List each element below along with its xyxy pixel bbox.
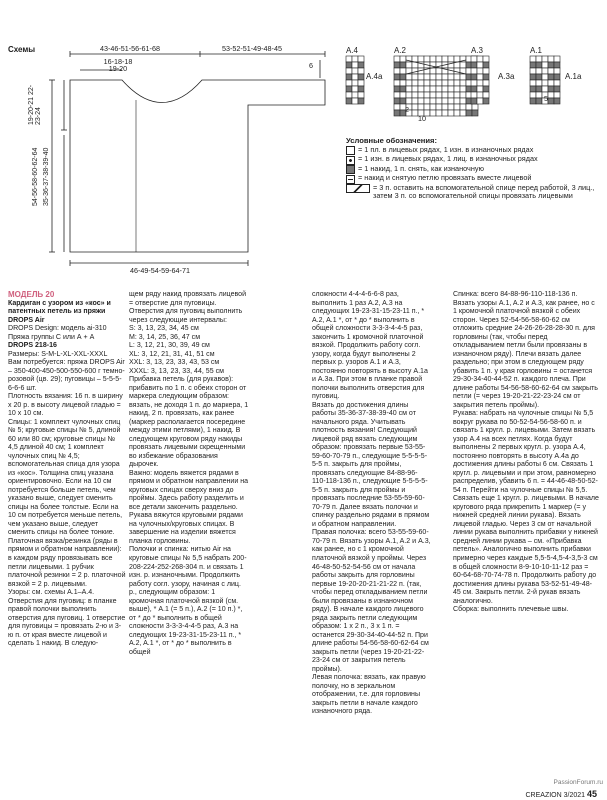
- chart-cell: [442, 110, 448, 116]
- chart-cell: [400, 56, 406, 62]
- chart-cell: [471, 62, 477, 68]
- chart-cell: [548, 86, 554, 92]
- chart-cell: [548, 98, 554, 104]
- chart-cell: [436, 98, 442, 104]
- chart-cell: [477, 98, 483, 104]
- chart-cell: [430, 56, 436, 62]
- chart-cell: [460, 74, 466, 80]
- chart-cell: [448, 110, 454, 116]
- chart-cell: [406, 92, 412, 98]
- paragraph: Связать еще 1 кругл. р. лицевыми. В начале кругового ряда прикрепить 1 маркер (= у нижней средней линии рукава). Вязать лицевой гладью. Через 3 см от начальной линии рукава выполнить прибавки у нижней средней линии рукава – см. «Прибавка петель». Аналогично выполнить прибавки примерно через каждые 5,5-5-4,5-4-3,5-3 см в общей сложности 8-9-10-10-11-12 раз = 60-64-68-70-74-78 п. Продолжить работу до достижения длины рукава 53-52-51-49-48-45 см. Закрыть петли. 2-й рукав вязать аналогично.: [453, 495, 599, 605]
- chart-cell: [536, 56, 542, 62]
- chart-cell: [477, 62, 483, 68]
- chart-cell: [400, 98, 406, 104]
- paragraph: Платочная вязка/резинка (ряды в прямом и обратном направлении): в каждом ряду провязывать все петли лицевыми. 1 рубчик платочной резинки = 2 р. платочной вязкой = 2 р. лицевыми.: [8, 537, 126, 588]
- chart-a2-foot2: 2: [405, 105, 409, 114]
- chart-cell: [394, 68, 400, 74]
- chart-cell: [554, 62, 560, 68]
- chart-cell: [536, 74, 542, 80]
- chart-cell: [424, 98, 430, 104]
- paragraph: Полочки и спинка: нитью Air на круговые спицы № 5,5 набрать 200-208-224-252-268-304 п. и связать 1 изн. р. изнаночными. Продолжить работу согл. узору, начиная с лиц. р., следующим образом: 1 кромочная платочной вязкой (см. выше), * A.1 (= 5 п.), A.2 (= 10 п.) *, от * до * выполнить в общей сложности 3-3-3-4-4-5 раз, A.3 на следующих 19-23-31-15-23-11 п., * A.2, A.1 *, от * до * выполнить в общей: [129, 546, 247, 656]
- chart-a3: [471, 56, 489, 104]
- chart-cell: [442, 74, 448, 80]
- chart-cell: [536, 98, 542, 104]
- paragraph: Вязать до достижения длины работы 35-36-37-38-39-40 см от начального ряда. Учитывать плотность вязания! Следующий лицевой ряд вязать следующим образом: провязать первые 53-55-59-60-70-79 п., следующие 5-5-5-5-5-5 п. закрыть для проймы, провязать следующие 84-88-96-110-118-136 п., следующие 5-5-5-5-5-5 п. закрыть для проймы и провязать последние 53-55-59-60-70-79 п. Далее вязать полочки и спинку раздельно рядами в прямом и обратном направлении.: [312, 401, 430, 528]
- paragraph: L: 3, 12, 21, 30, 39, 49 см: [129, 342, 210, 350]
- paragraph: сложности 4-4-4-6-6-8 раз, выполнить 1 раз A.2, A.3 на следующих 19-23-31-15-23-11 п., * A.2, A.1 *, от * до * выполнить в общей сложности 3-3-3-4-4-5 раз, закончить 1 кромочной платочной вязкой. Продолжить работу согл. узору, когда будут выполнены 2 первых р. узоров A.1 и A.3, постоянно повторять в высоту A.1a и A.3a. При этом в планке правой полочки выполнить отверстия для пуговиц.: [312, 291, 428, 401]
- legend-item-cable: = 3 п. оставить на вспомогательной спице перед работой, 3 лиц., затем 3 п. со вспомогательной спицы провязать лицевыми: [346, 184, 601, 201]
- chart-cell: [554, 74, 560, 80]
- chart-cell: [471, 98, 477, 104]
- chart-cell: [418, 98, 424, 104]
- chart-cell: [442, 104, 448, 110]
- chart-cell: [448, 98, 454, 104]
- schema-title: Схемы: [8, 45, 36, 54]
- chart-cell: [418, 92, 424, 98]
- chart-cell: [536, 92, 542, 98]
- sleeve-width-label: 53-52-51-49-48-45: [222, 44, 282, 53]
- chart-cell: [394, 92, 400, 98]
- chart-cell: [412, 98, 418, 104]
- chart-cell: [460, 110, 466, 116]
- sleeve-depth-label: 6: [309, 61, 313, 70]
- chart-cell: [352, 80, 358, 86]
- chart-cell: [548, 68, 554, 74]
- chart-cell: [530, 98, 536, 104]
- top-width-label: 43-46-51-56-61-68: [100, 44, 160, 53]
- chart-a1-name: A.1: [530, 46, 543, 55]
- chart-cell: [412, 92, 418, 98]
- chart-cell: [442, 92, 448, 98]
- chart-cell: [352, 86, 358, 92]
- chart-cell: [352, 98, 358, 104]
- chart-cell: [358, 98, 364, 104]
- chart-cell: [460, 86, 466, 92]
- chart-cell: [346, 74, 352, 80]
- text-column-1: [8, 291, 126, 649]
- chart-cell: [352, 56, 358, 62]
- chart-cell: [358, 56, 364, 62]
- paragraph: Отверстия для пуговиц: в планке правой полочки выполнить отверстия для пуговиц. 1 отверстие для пуговицы = провязать 2-ю и 3-ю п. от края вместе лицевой и сделать 1 накид. В следую-: [8, 597, 126, 648]
- chart-cell: [430, 68, 436, 74]
- chart-cell: [358, 86, 364, 92]
- paragraph: Спинка: всего 84-88-96-110-118-136 п. Вязать узоры A.1, A.2 и A.3, как ранее, но с 1 кромочной платочной вязкой с обеих сторон. Через 52-54-56-58-60-62 см отложить средние 24-26-26-28-28-30 п. для горловины (так, чтобы перед откладыванием петли были провязаны в изнаночном ряду). Плечи вязать далее раздельно; при этом в следующем ряду убавить 1 п. у края горловины = останется 29-30-34-40-44-52 п. каждого плеча. При длине работы 54-56-58-60-62-64 см закрыть петли (= через 19-20-21-22-23-24 см от закрытия петель проймы).: [453, 291, 598, 409]
- paragraph: Правая полочка: всего 53-55-59-60-70-79 п. Вязать узоры A.1, A.2 и A.3, как ранее, но с 1 кромочной платочной вязкой у проймы. Через 46-48-50-52-54-56 см от начала работы закрыть для горловины первые 19-20-20-21-21-22 п. (так, чтобы перед откладыванием петли были провязаны в изнаночном ряду). В начале каждого лицевого ряда закрыть петли следующим образом: 1 х 2 п., 3 х 1 п. = останется 29-30-34-40-44-52 п. При длине работы 54-56-58-60-62-64 см закрыть петли (через 19-20-21-22-23-24 см от закрытия петель проймы).: [312, 529, 431, 673]
- chart-cell: [346, 92, 352, 98]
- chart-cell: [548, 56, 554, 62]
- chart-cell: [394, 104, 400, 110]
- neck-width-label: 16-18-18 19-20: [103, 57, 133, 74]
- total-length-label: 54-56-58-60-62-64: [32, 147, 39, 206]
- bottom-width-label: 46-49-54-59-64-71: [130, 266, 190, 275]
- chart-cell: [477, 86, 483, 92]
- chart-cell: [400, 92, 406, 98]
- paragraph: XXXL: 3, 13, 23, 33, 44, 55 см: [129, 367, 224, 375]
- chart-cell: [477, 56, 483, 62]
- magazine-name: CREAZION 3/2021: [525, 792, 586, 799]
- chart-cell: [400, 68, 406, 74]
- chart-cell: [418, 104, 424, 110]
- chart-cell: [477, 68, 483, 74]
- paragraph: XXL: 3, 13, 23, 33, 43, 53 см: [129, 359, 220, 367]
- chart-cell: [472, 110, 478, 116]
- legend-item-knit-together: = накид и снятую петлю провязать вместе лицевой: [346, 174, 601, 184]
- chart-cell: [424, 56, 430, 62]
- chart-cell: [530, 68, 536, 74]
- chart-cell: [454, 92, 460, 98]
- paragraph: Сборка: выполнить плечевые швы.: [453, 606, 569, 614]
- chart-cell: [436, 80, 442, 86]
- paragraph: Вам потребуется: пряжа DROPS Air – 350-400-450-500-550-600 г темно-розовой (цв. 29); пуговицы – 5-5-5-6-6-6 шт.: [8, 359, 125, 392]
- chart-cell: [548, 62, 554, 68]
- chart-cell: [442, 80, 448, 86]
- chart-cell: [436, 104, 442, 110]
- chart-cell: [454, 74, 460, 80]
- chart-cell: [460, 104, 466, 110]
- chart-a1-foot: 5: [544, 94, 548, 103]
- chart-cell: [358, 74, 364, 80]
- chart-cell: [554, 92, 560, 98]
- chart-cell: [460, 62, 466, 68]
- chart-cell: [548, 80, 554, 86]
- chart-cell: [530, 62, 536, 68]
- chart-cell: [436, 86, 442, 92]
- chart-cell: [406, 86, 412, 92]
- chart-cell: [483, 92, 489, 98]
- text-column-3: [312, 291, 431, 717]
- chart-cell: [448, 74, 454, 80]
- chart-cell: [346, 98, 352, 104]
- yoke-height-label: 19-20-21 22-23-24: [28, 84, 42, 125]
- chart-cell: [346, 68, 352, 74]
- chart-cell: [448, 80, 454, 86]
- page-number: 45: [586, 789, 597, 799]
- chart-cell: [358, 80, 364, 86]
- chart-cell: [400, 62, 406, 68]
- chart-a2-foot: 10: [418, 114, 426, 123]
- chart-cell: [430, 98, 436, 104]
- chart-cell: [448, 104, 454, 110]
- chart-a2-name: A.2: [394, 46, 407, 55]
- chart-cell: [436, 68, 442, 74]
- chart-cell: [530, 92, 536, 98]
- chart-cell: [352, 74, 358, 80]
- text-column-4: [453, 291, 599, 615]
- purl-symbol-icon: [346, 156, 355, 165]
- knit-together-icon: [346, 175, 355, 184]
- chart-cell: [542, 62, 548, 68]
- chart-cell: [536, 80, 542, 86]
- chart-cell: [536, 86, 542, 92]
- chart-cell: [454, 110, 460, 116]
- chart-cell: [483, 62, 489, 68]
- chart-cell: [542, 80, 548, 86]
- chart-cell: [542, 74, 548, 80]
- chart-cell: [477, 74, 483, 80]
- chart-cell: [548, 92, 554, 98]
- chart-cell: [394, 74, 400, 80]
- chart-cell: [430, 86, 436, 92]
- chart-cell: [352, 92, 358, 98]
- chart-cell: [454, 86, 460, 92]
- chart-cell: [346, 62, 352, 68]
- chart-cell: [346, 86, 352, 92]
- chart-cell: [412, 80, 418, 86]
- chart-cell: [406, 62, 412, 68]
- chart-cell: [400, 86, 406, 92]
- chart-cell: [394, 62, 400, 68]
- chart-cell: [424, 92, 430, 98]
- chart-cell: [536, 68, 542, 74]
- chart-cell: [424, 104, 430, 110]
- chart-cell: [400, 80, 406, 86]
- chart-a4: [346, 56, 364, 104]
- chart-cell: [394, 98, 400, 104]
- paragraph: Важно: модель вяжется рядами в прямом и обратном направлении на круговых спицах сверху вниз до проймы. Здесь работу разделить и все детали закончить раздельно. Рукава вяжутся круговыми рядами на чулочных/круговых спицах. В завершение на изделии вяжется планка горловины.: [129, 469, 249, 545]
- paragraph: Рукава: набрать на чулочные спицы № 5,5 вокруг рукава по 50-52-54-56-58-60 п. и связать 1 кругл. р. лицевыми. Затем вязать узор A.4 на всех петлях. Когда будут выполнены 2 первых кругл. р. узора A.4, постоянно повторять в высоту A.4a до достижения длины работы 6 см. Связать 1 кругл. р. лицевыми и при этом, равномерно распределив, убавить 6 п. = 44-46-48-50-52-54 п. Перейти на чулочные спицы № 5,5.: [453, 410, 598, 494]
- chart-cell: [394, 110, 400, 116]
- paragraph: XL: 3, 12, 21, 31, 41, 51 см: [129, 350, 215, 358]
- chart-cell: [418, 74, 424, 80]
- chart-cell: [394, 86, 400, 92]
- chart-cell: [472, 104, 478, 110]
- chart-cell: [406, 98, 412, 104]
- chart-a4-name: A.4: [346, 46, 359, 55]
- chart-cell: [460, 80, 466, 86]
- chart-cell: [346, 56, 352, 62]
- chart-cell: [471, 56, 477, 62]
- chart-cell: [542, 56, 548, 62]
- chart-cell: [430, 92, 436, 98]
- chart-cell: [424, 74, 430, 80]
- chart-cell: [412, 86, 418, 92]
- chart-cell: [406, 80, 412, 86]
- chart-cell: [418, 80, 424, 86]
- chart-cell: [358, 92, 364, 98]
- chart-cell: [477, 80, 483, 86]
- paragraph: Кардиган с узором из «кос» и патентных петель из пряжи DROPS Air: [8, 299, 111, 324]
- chart-cell: [412, 74, 418, 80]
- chart-cell: [442, 98, 448, 104]
- chart-cell: [483, 56, 489, 62]
- chart-a3-name: A.3: [471, 46, 484, 55]
- chart-cell: [542, 68, 548, 74]
- paragraph: МОДЕЛЬ 20: [8, 290, 55, 299]
- chart-cell: [554, 80, 560, 86]
- chart-cell: [460, 92, 466, 98]
- chart-cell: [424, 80, 430, 86]
- paragraph: Плотность вязания: 16 п. в ширину х 20 р. в высоту лицевой гладью = 10 х 10 см.: [8, 393, 123, 418]
- cable-symbol-icon: [346, 184, 370, 193]
- chart-cell: [554, 86, 560, 92]
- chart-cell: [400, 74, 406, 80]
- chart-cell: [436, 56, 442, 62]
- chart-cell: [483, 74, 489, 80]
- chart-cell: [554, 68, 560, 74]
- chart-cell: [412, 56, 418, 62]
- chart-cell: [358, 68, 364, 74]
- chart-cell: [418, 56, 424, 62]
- yarnover-slip-icon: [346, 165, 355, 174]
- chart-cell: [554, 56, 560, 62]
- chart-cell: [483, 68, 489, 74]
- chart-cell: [477, 92, 483, 98]
- chart-cell: [436, 74, 442, 80]
- watermark-site: PassionForum.ru: [553, 779, 603, 786]
- chart-cell: [530, 86, 536, 92]
- paragraph: Спицы: 1 комплект чулочных спиц № 5; круговые спицы № 5, длиной 60 или 80 см; круговые спицы № 4,5 длиной 40 см; 1 комплект чулочных спиц № 4,5; вспомогательная спица для узора из «кос». Толщина спиц указана ориентировочно. Если на 10 см потребуется больше петель, чем указано выше, следует сменить спицы на более толстые. Если на 10 см потребуется меньше петель, чем указано выше, следует сменить спицы на более тонкие.: [8, 418, 123, 537]
- legend: [346, 137, 601, 201]
- paragraph: M: 3, 14, 25, 36, 47 см: [129, 333, 201, 341]
- chart-cell: [554, 98, 560, 104]
- chart-cell: [460, 98, 466, 104]
- paragraph: S: 3, 13, 23, 34, 45 см: [129, 325, 199, 333]
- chart-cell: [358, 62, 364, 68]
- chart-cell: [442, 56, 448, 62]
- chart-cell: [352, 68, 358, 74]
- paragraph: Размеры: S-M-L-XL-XXL-XXXL: [8, 350, 108, 358]
- chart-cell: [442, 86, 448, 92]
- chart-a1a-label: A.1a: [565, 72, 582, 81]
- chart-cell: [394, 56, 400, 62]
- chart-cell: [530, 74, 536, 80]
- chart-cell: [424, 86, 430, 92]
- chart-cell: [430, 110, 436, 116]
- text-column-2: [129, 291, 249, 657]
- chart-cell: [448, 86, 454, 92]
- chart-cell: [454, 104, 460, 110]
- chart-cell: [436, 92, 442, 98]
- paragraph: щем ряду накид провязать лицевой = отверстие для пуговицы. Отверстия для пуговиц выполнить через следующие интервалы:: [129, 291, 247, 324]
- chart-cell: [471, 92, 477, 98]
- legend-item-knit: = 1 пл. в лицевых рядах, 1 изн. в изнаночных рядах: [346, 146, 601, 156]
- paragraph: DROPS Design: модель ai-310 Пряжа группы С или А + А: [8, 325, 107, 341]
- chart-cell: [346, 80, 352, 86]
- paragraph: Левая полочка: вязать, как правую полочку, но в зеркальном отображении, т.е. для горловины закрыть петли в начале каждого изнаночного ряда.: [312, 674, 426, 716]
- chart-cell: [483, 86, 489, 92]
- chart-cell: [448, 56, 454, 62]
- legend-title: Условные обозначения:: [346, 136, 438, 145]
- chart-cell: [454, 56, 460, 62]
- paragraph: Прибавка петель (для рукавов): прибавить по 1 п. с обеих сторон от маркера следующим образом: вязать, не доходя 1 п. до маркера, 1 накид, 2 п. провязать, как ранее (маркер располагается посередине между этими петлями), 1 накид. В следующем круговом ряду накиды провязать лицевыми скрещенными во избежание образования дырочек.: [129, 376, 249, 469]
- chart-cell: [454, 98, 460, 104]
- body-length-label: 35-36-37-38-39-40: [43, 147, 50, 206]
- chart-cell: [471, 86, 477, 92]
- chart-cell: [430, 74, 436, 80]
- chart-cell: [530, 80, 536, 86]
- chart-cell: [530, 56, 536, 62]
- legend-item-yarnover-slip: = 1 накид, 1 п. снять, как изнаночную: [346, 165, 601, 175]
- chart-cell: [430, 104, 436, 110]
- chart-cell: [466, 110, 472, 116]
- legend-item-purl: = 1 изн. в лицевых рядах, 1 лиц. в изнаночных рядах: [346, 155, 601, 165]
- chart-cell: [536, 62, 542, 68]
- chart-cell: [466, 104, 472, 110]
- chart-cell: [471, 68, 477, 74]
- chart-cell: [483, 98, 489, 104]
- chart-cell: [471, 74, 477, 80]
- chart-a4a-label: A.4a: [366, 72, 383, 81]
- chart-a3a-label: A.3a: [498, 72, 515, 81]
- chart-cell: [436, 110, 442, 116]
- chart-cell: [483, 80, 489, 86]
- knit-symbol-icon: [346, 146, 355, 155]
- chart-cell: [430, 80, 436, 86]
- chart-cell: [412, 104, 418, 110]
- chart-cell: [394, 80, 400, 86]
- page-footer: [526, 789, 598, 799]
- chart-cell: [418, 86, 424, 92]
- paragraph: Узоры: см. схемы A.1–A.4.: [8, 589, 95, 597]
- chart-cell: [352, 62, 358, 68]
- chart-cell: [542, 86, 548, 92]
- chart-cell: [548, 74, 554, 80]
- chart-cell: [406, 74, 412, 80]
- paragraph: DROPS 218-16: [8, 342, 57, 350]
- chart-cell: [471, 80, 477, 86]
- chart-cell: [448, 92, 454, 98]
- chart-cell: [454, 80, 460, 86]
